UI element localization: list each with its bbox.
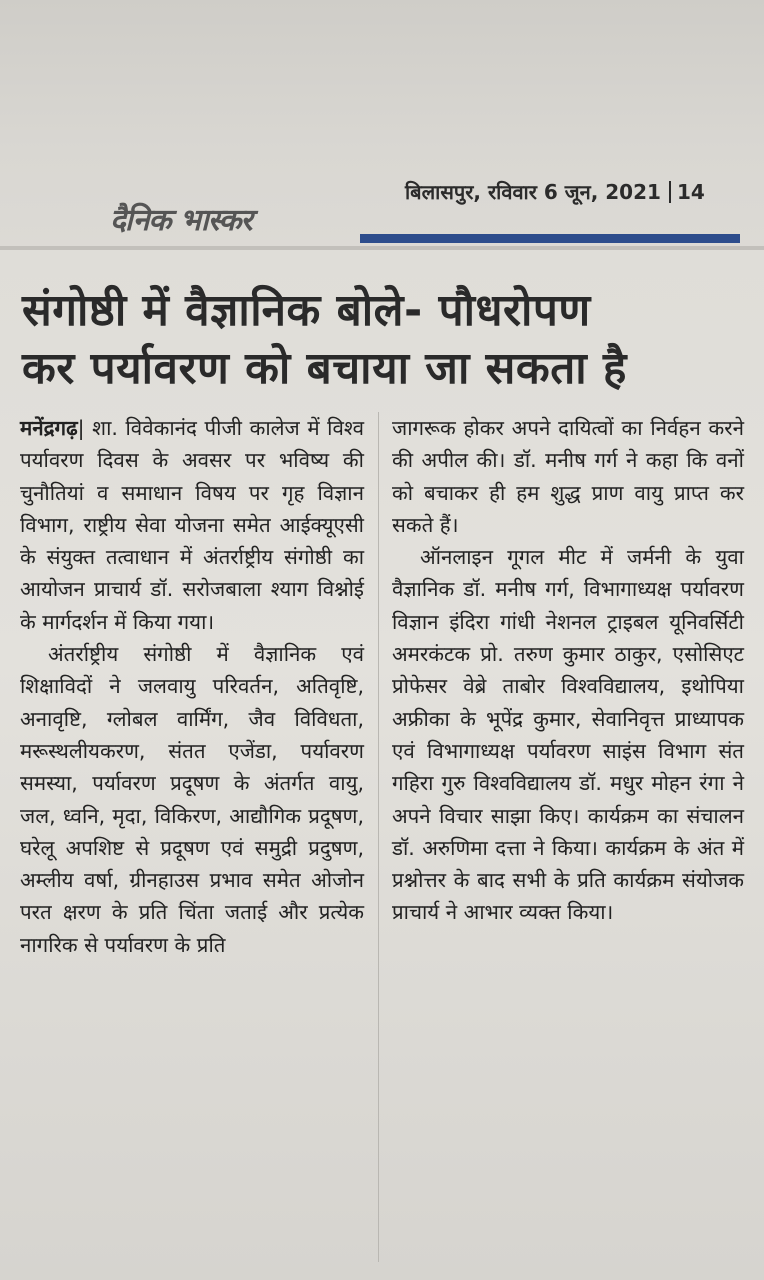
paragraph-2: अंतर्राष्ट्रीय संगोष्ठी में वैज्ञानिक एवं शिक्षाविदों ने जलवायु परिवर्तन, अतिवृष्टि, अनावृष्टि, ग्लोबल वार्मिंग, जैव विविधता, मरूस्थलीयकरण, संतत एजेंडा, पर्यावरण समस्या, पर्यावरण प्रदूषण के अंतर्गत वायु, जल, ध्वनि, मृदा, विकिरण, आद्यौगिक प्रदूषण, घरेलू अपशिष्ट से प्रदूषण एवं समुद्री प्रदुषण, अम्लीय वर्षा, ग्रीनहाउस प्रभाव समेत ओजोन परत क्षरण के प्रति चिंता जताई और प्रत्येक नागरिक से पर्यावरण के प्रति [20, 642, 364, 957]
newspaper-logo: दैनिक भास्कर [110, 203, 252, 238]
paragraph-3: जागरूक होकर अपने दायित्वों का निर्वहन करने की अपील की। डॉ. मनीष गर्ग ने कहा कि वनों को बचाकर ही हम शुद्ध प्राण वायु प्राप्त कर सकते हैं। [392, 416, 744, 537]
article-column-left [20, 412, 364, 961]
dateline-separator [669, 181, 671, 203]
article-column-right [392, 412, 744, 929]
headline-line-2: कर पर्यावरण को बचाया जा सकता है [22, 343, 627, 394]
dateline-text: बिलासपुर, रविवार 6 जून, 2021 [405, 180, 661, 204]
paragraph-1: मनेंद्रगढ़| शा. विवेकानंद पीजी कालेज में विश्व पर्यावरण दिवस के अवसर पर भविष्य की चुनौतियां व समाधान विषय पर गृह विज्ञान विभाग, राष्ट्रीय सेवा योजना समेत आईक्यूएसी के संयुक्त तत्वाधान में अंतर्राष्ट्रीय संगोष्ठी का आयोजन प्राचार्य डॉ. सरोजबाला श्याग विश्नोई के मार्गदर्शन में किया गया। [20, 416, 364, 634]
masthead-rule [360, 234, 740, 243]
dateline [405, 178, 705, 205]
column-divider [378, 412, 379, 1262]
place-dateline: मनेंद्रगढ़ [20, 416, 78, 440]
page-number: 14 [676, 180, 705, 204]
article-headline [22, 282, 742, 398]
paragraph-1-text: शा. विवेकानंद पीजी कालेज में विश्व पर्यावरण दिवस के अवसर पर भविष्य की चुनौतियां व समाधान विषय पर गृह विज्ञान विभाग, राष्ट्रीय सेवा योजना समेत आईक्यूएसी के संयुक्त तत्वाधान में अंतर्राष्ट्रीय संगोष्ठी का आयोजन प्राचार्य डॉ. सरोजबाला श्याग विश्नोई के मार्गदर्शन में किया गया। [20, 416, 364, 634]
paragraph-4: ऑनलाइन गूगल मीट में जर्मनी के युवा वैज्ञानिक डॉ. मनीष गर्ग, विभागाध्यक्ष पर्यावरण विज्ञान इंदिरा गांधी नेशनल ट्राइबल यूनिवर्सिटी अमरकंटक प्रो. तरुण कुमार ठाकुर, एसोसिएट प्रोफेसर वेब्रे ताबोर विश्वविद्यालय, इथोपिया अफ्रीका के भूपेंद्र कुमार, सेवानिवृत्त प्राध्यापक एवं विभागाध्यक्ष पर्यावरण साइंस विभाग संत गहिरा गुरु विश्वविद्यालय डॉ. मधुर मोहन रंगा ने अपने विचार साझा किए। कार्यक्रम का संचालन डॉ. अरुणिमा दत्ता ने किया। कार्यक्रम के अंत में प्रश्नोत्तर के बाद सभी के प्रति कार्यक्रम संयोजक प्राचार्य ने आभार व्यक्त किया। [392, 545, 744, 925]
headline-line-1: संगोष्ठी में वैज्ञानिक बोले- पौधरोपण [22, 285, 591, 336]
